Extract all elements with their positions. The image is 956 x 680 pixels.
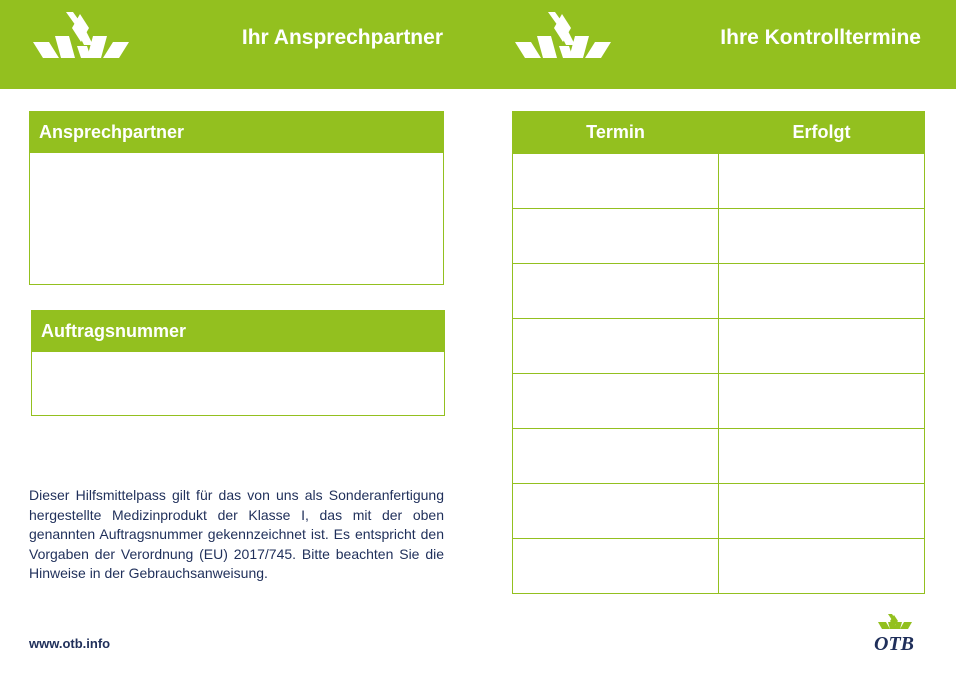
otb-logo-icon: [866, 612, 922, 654]
contact-box-label: Ansprechpartner: [30, 112, 443, 153]
erfolgt-cell[interactable]: [719, 319, 925, 374]
termin-cell[interactable]: [513, 484, 719, 539]
termin-cell[interactable]: [513, 539, 719, 594]
appointment-row: [513, 264, 925, 319]
leaf-logo-icon: [31, 12, 131, 62]
appointment-row: [513, 374, 925, 429]
termin-cell[interactable]: [513, 264, 719, 319]
header-title-appointments: Ihre Kontrolltermine: [720, 26, 921, 49]
appointment-row: [513, 319, 925, 374]
otb-logo-text: OTB: [874, 633, 914, 654]
header-title-contact: Ihr Ansprechpartner: [241, 26, 443, 49]
termin-cell[interactable]: [513, 374, 719, 429]
erfolgt-cell[interactable]: [719, 374, 925, 429]
erfolgt-cell[interactable]: [719, 484, 925, 539]
appointment-row: [513, 539, 925, 594]
disclaimer-text: Dieser Hilfsmittelpass gilt für das von uns als Sonderanfertigung hergestellte Medizinprodukt der Klasse I, das mit der oben genannten Auftragsnummer gekennzeichnet ist. Es entspricht den Vorgaben der Verordnung (EU) 2017/745. Bitte beachten Sie die Hinweise in der Gebrauchsanweisung.: [29, 487, 444, 581]
appointment-row: [513, 429, 925, 484]
erfolgt-cell[interactable]: [719, 264, 925, 319]
appointment-row: [513, 209, 925, 264]
column-header-erfolgt: Erfolgt: [719, 112, 925, 154]
termin-cell[interactable]: [513, 319, 719, 374]
appointments-table: [512, 111, 925, 594]
termin-cell[interactable]: [513, 154, 719, 209]
erfolgt-cell[interactable]: [719, 429, 925, 484]
termin-cell[interactable]: [513, 209, 719, 264]
order-box: [31, 310, 445, 416]
order-number-field[interactable]: [32, 352, 444, 415]
order-box-label: Auftragsnummer: [32, 311, 444, 352]
column-header-termin: Termin: [513, 112, 719, 154]
erfolgt-cell[interactable]: [719, 209, 925, 264]
erfolgt-cell[interactable]: [719, 539, 925, 594]
appointments-body: [513, 154, 925, 594]
leaf-logo-icon: [513, 12, 613, 62]
termin-cell[interactable]: [513, 429, 719, 484]
erfolgt-cell[interactable]: [719, 154, 925, 209]
appointment-row: [513, 154, 925, 209]
appointment-row: [513, 484, 925, 539]
contact-field[interactable]: [30, 153, 443, 284]
website-link[interactable]: www.otb.info: [29, 636, 111, 651]
contact-box: [29, 111, 444, 285]
header-bar: [0, 0, 956, 89]
